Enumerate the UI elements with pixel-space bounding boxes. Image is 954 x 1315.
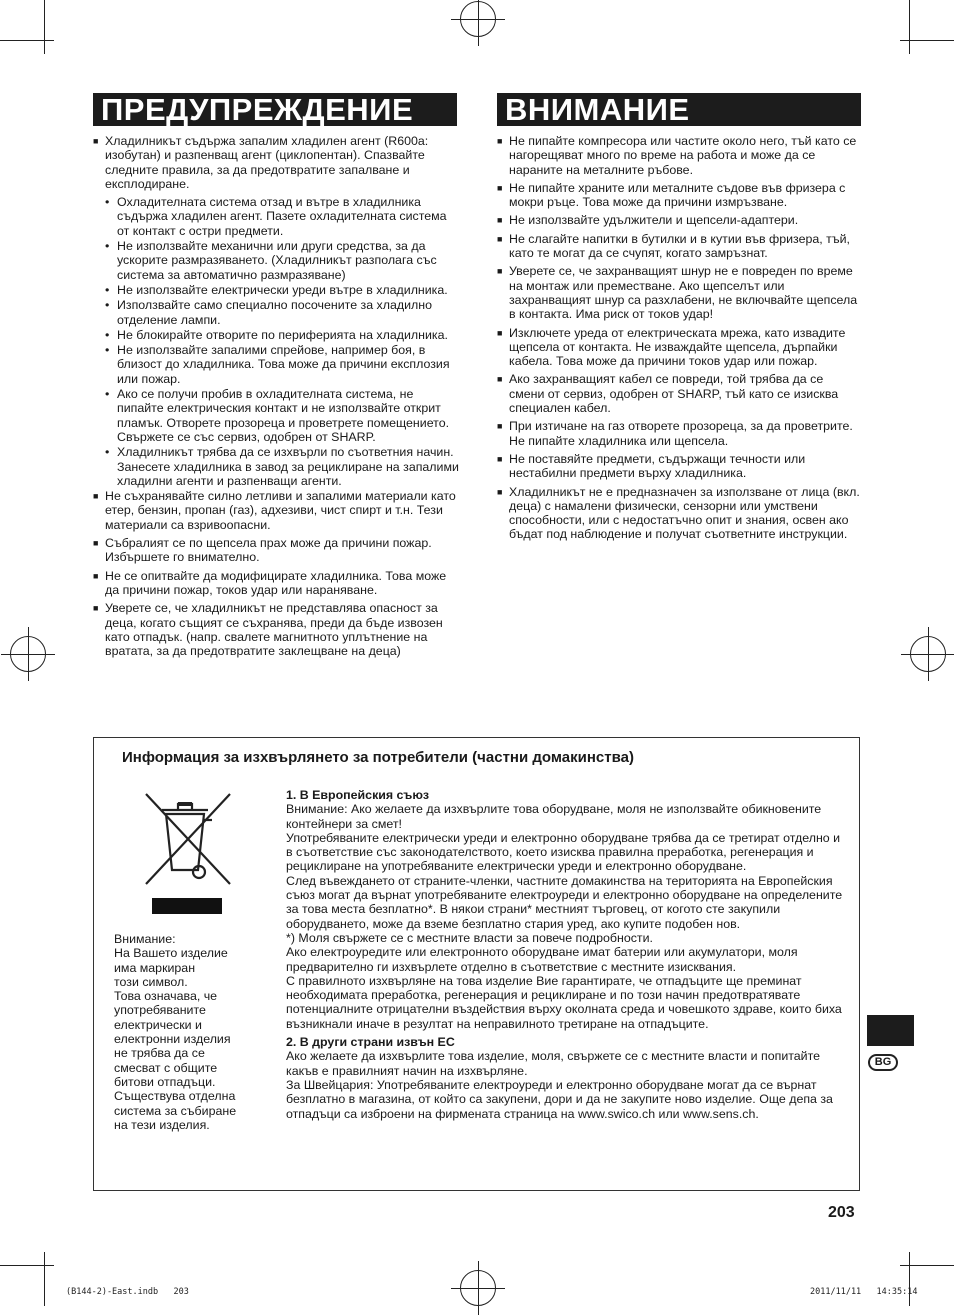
crop-mark — [900, 40, 954, 41]
crop-mark — [909, 0, 910, 54]
warning-item — [93, 601, 459, 658]
warning-item — [93, 134, 459, 191]
crop-mark — [909, 1252, 910, 1306]
warning-item-text: ■ Хладилникът съдържа запалим хладилен агент (R600a: изобутан) и разпенващ агент (циклопентан). Спазвайте следните правила, за да предотвратите запалване и експлодиране. — [105, 134, 429, 191]
warning-subitem: • Ако се получи пробив в охладителната система, не пипайте електрическия контакт и не използвайте открит пламък. Отворете прозореца и проветрете помещението. Свържете се със сервиз, одобрен от SHARP. — [93, 387, 459, 444]
warning-item — [93, 569, 459, 598]
disposal-paragraph: За Швейцария: Употребяваните електроуреди и електронно оборудване могат да се върнат безплатно в магазина, от който са закупени, дори и да не закупите ново изделие. Още депа за отпадъци са изброени на фирмената страница на www.swico.ch или www.sens.ch. — [286, 1077, 833, 1121]
caution-title: ВНИМАНИЕ — [497, 93, 861, 126]
warning-column — [93, 134, 459, 662]
disposal-paragraph: С правилното изхвърляне на това изделие Вие гарантирате, че отпадъците ще преминат необходимата преработка, регенерация и рециклиране и по този начин предотвратявате потенциалните отрицателни въздействия върху околната среда и човешкото здраве, които биха възникнали иначе в резултат на неправилното третиране на отпадъците. — [286, 973, 842, 1031]
disposal-info-box — [93, 737, 860, 1191]
warning-item-text: ■ Не съхранявайте силно летливи и запалими материали като етер, бензин, пропан (газ), адхезиви, чист спирт и т.н. Тези материали са взривоопасни. — [105, 489, 456, 532]
caution-item: ■ Ако захранващият кабел се повреди, той трябва да се смени от сервиз, одобрен от SHARP, тъй като се изисква специален кабел. — [497, 372, 861, 415]
chapter-tab — [867, 1015, 914, 1046]
disposal-paragraph: *) Моля свържете се с местните власти за повече подробности. — [286, 930, 653, 945]
warning-item-text: ■ Уверете се, че хладилникът не представлява опасност за деца, когато същият се съхранява, преди да бъде извозен като отпадък. (напр. свалете магнитното уплътнение на вратата, за да предотвратите заклещване на деца) — [105, 601, 443, 659]
registration-mark — [460, 1, 496, 37]
warning-list — [93, 134, 459, 658]
disposal-section-heading: 1. В Европейския съюз — [286, 788, 430, 802]
warning-subitem: • Не използвайте електрически уреди вътре в хладилника. — [93, 283, 459, 297]
warning-title: ПРЕДУПРЕЖДЕНИЕ — [93, 93, 457, 126]
warning-subitem: • Охладителната система отзад и вътре в хладилника съдържа хладилен агент. Пазете охладителната система от контакт с остри предмети. — [93, 195, 459, 238]
disposal-paragraph: Ако електроуредите или електронното оборудване имат батерии или акумулатори, моля предварително ги изхвърлете отделно в съответствие с местните изисквания. — [286, 945, 798, 974]
footer-file-info: (B144-2)-East.indb 203 — [66, 1287, 189, 1297]
registration-mark — [10, 636, 46, 672]
warning-subitem: • Не използвайте запалими спрейове, например боя, в близост до хладилника. Това може да причини експлозия или пожар. — [93, 343, 459, 386]
registration-mark — [460, 1270, 496, 1306]
crop-mark — [0, 1265, 54, 1266]
disposal-paragraph: Внимание: Ако желаете да изхвърлите това оборудване, моля не използвайте обикновените контейнери за смет! — [286, 802, 822, 831]
caution-item: ■ Не пипайте храните или металните съдове във фризера с мокри ръце. Това може да причини измръзване. — [497, 181, 861, 210]
page-number: 203 — [828, 1204, 855, 1221]
caution-item: ■ Хладилникът не е предназначен за използване от лица (вкл. деца) с намалени физически, сензорни или умствени способности, или с недостатъчно опит и знания, освен ако бъдат под наблюдение и получат съответните инструкции. — [497, 485, 861, 542]
caution-item: ■ Уверете се, че захранващият шнур не е повреден по време на монтаж или преместване. Ако щепселът или захранващият шнур са разхлабени, не включвайте щепсела в контакта. Има риск от токов удар! — [497, 264, 861, 321]
caution-column — [497, 134, 861, 546]
crop-mark — [44, 1252, 45, 1306]
crop-mark — [0, 40, 54, 41]
crop-mark — [900, 1265, 954, 1266]
disposal-sections — [286, 788, 846, 1121]
caution-item: ■ Не използвайте удължители и щепсели-адаптери. — [497, 213, 861, 227]
warning-item-text: ■ Не се опитвайте да модифицирате хладилника. Това може да причини пожар, токов удар или нараняване. — [105, 568, 447, 597]
caution-item: ■ При изтичане на газ отворете прозореца, за да проветрите. Не пипайте хладилника или щепсела. — [497, 419, 861, 448]
disposal-title: Информация за изхвърлянето за потребители (частни домакинства) — [122, 749, 634, 766]
warning-item — [93, 489, 459, 532]
warning-item-text: ■ Събралият се по щепсела прах може да причини пожар. Избършете го внимателно. — [105, 536, 432, 565]
crossed-out-wheelie-bin-icon — [142, 792, 234, 888]
warning-subitem: • Не блокирайте отворите по периферията на хладилника. — [93, 328, 459, 342]
warning-item — [93, 536, 459, 565]
caution-item: ■ Не поставяйте предмети, съдържащи течности или нестабилни предмети върху хладилника. — [497, 452, 861, 481]
disposal-paragraph: Употребяваните електрически уреди и електронно оборудване трябва да се третират отделно и в съответствие със законодателството, което изисква правилна преработка, регенерация и рециклиране на употребяваните електрически уреди и електронно оборудване. — [286, 830, 841, 874]
language-badge: BG — [868, 1054, 898, 1071]
disposal-note: Внимание: На Вашето изделие има маркиран този символ. Това означава, че употребяваните електрически и електронни изделия не трябва да се смесват с общите битови отпадъци. Съществува отделна система за събиране на тези изделия. — [114, 932, 237, 1132]
crop-mark — [44, 0, 45, 54]
caution-item: ■ Не пипайте компресора или частите около него, тъй като се нагорещяват много по време на работа и може да се нараните на металните ръбове. — [497, 134, 861, 177]
disposal-section-heading: 2. В други страни извън ЕС — [286, 1035, 455, 1050]
bin-bar-symbol — [152, 898, 222, 914]
warning-subitem: • Не използвайте механични или други средства, за да ускорите размразяването. (Хладилникът разполага със система за автоматично размразяване) — [93, 239, 459, 282]
footer-timestamp: 2011/11/11 14:35:14 — [810, 1287, 918, 1297]
caution-item: ■ Не слагайте напитки в бутилки и в кутии във фризера, тъй, като те могат да се счупят, когато замръзнат. — [497, 232, 861, 261]
registration-mark — [910, 636, 946, 672]
warning-subitem: • Хладилникът трябва да се изхвърли по съответния начин. Занесете хладилника в завод за рециклиране на запалими хладилни агенти и разпенващи агенти. — [93, 445, 459, 488]
warning-subitem: • Използвайте само специално посочените за хладилно отделение лампи. — [93, 298, 459, 327]
disposal-paragraph: Ако желаете да изхвърлите това изделие, моля, свържете се с местните власти и попитайте какъв е правилният начин на изхвърляне. — [286, 1049, 821, 1078]
warning-subitem-list — [93, 195, 459, 488]
caution-list — [497, 134, 861, 542]
disposal-paragraph: След въвеждането от страните-членки, частните домакинства на територията на Европейския съюз могат да върнат употребяваните електроуреди и електронно оборудване на определените за това места безплатно*. В някои страни* местният търговец, от когото сте закупили оборудването, може да вземе безплатно стария уред, ако купите подобен нов. — [286, 873, 843, 931]
caution-item: ■ Изключете уреда от електрическата мрежа, като извадите щепсела от контакта. Не изваждайте щепсела, дърпайки кабела. Това може да причини токов удар или пожар. — [497, 326, 861, 369]
